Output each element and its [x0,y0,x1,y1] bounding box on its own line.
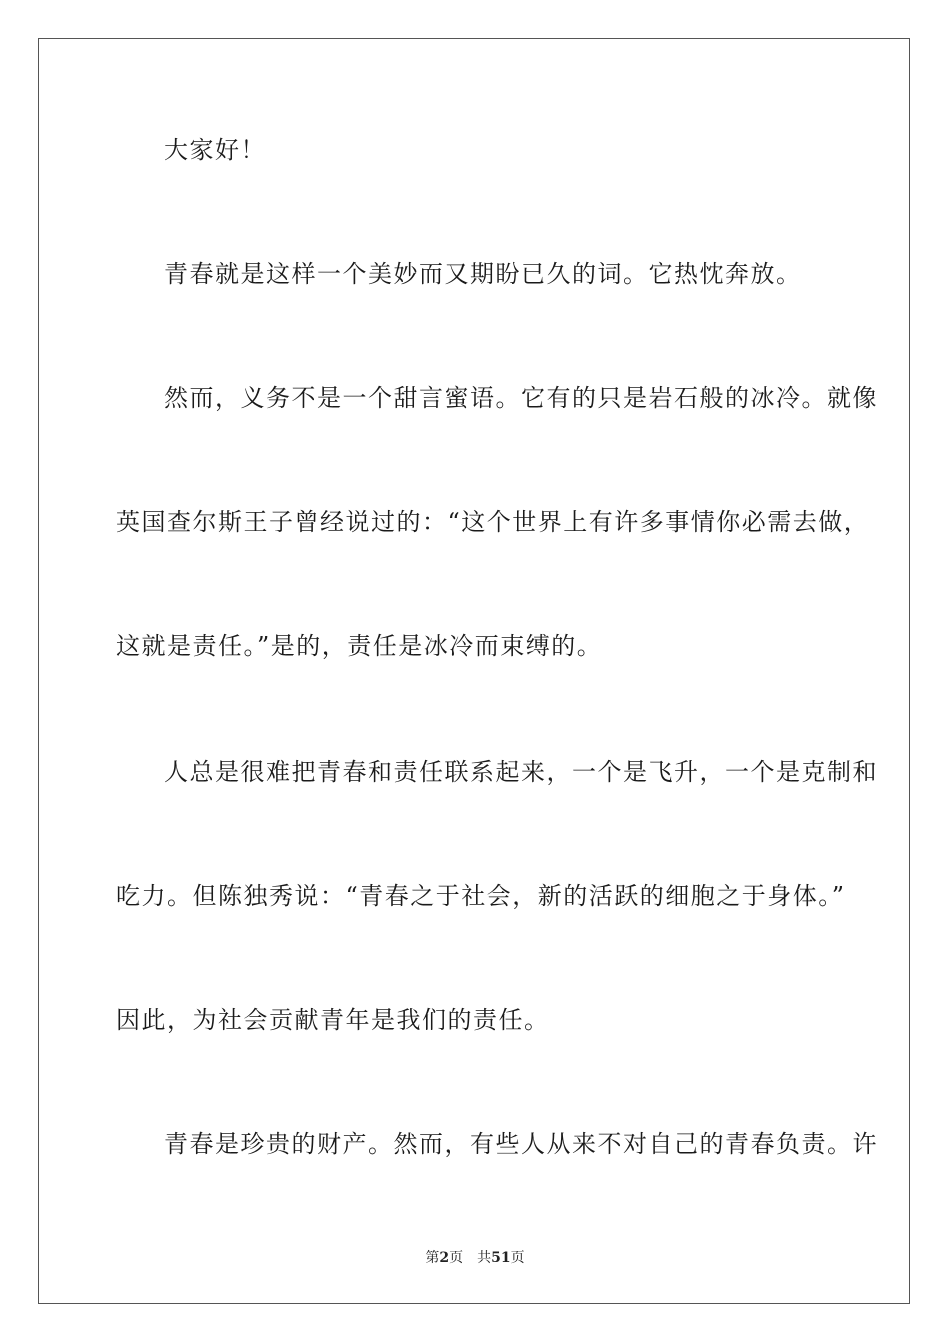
page-footer [0,1248,950,1268]
paragraph-line: 青春是珍贵的财产。然而，有些人从来不对自己的青春负责。许 [164,1130,878,1158]
paragraph-line: 人总是很难把青春和责任联系起来，一个是飞升，一个是克制和 [164,758,878,786]
paragraph-line: 英国查尔斯王子曾经说过的：“这个世界上有许多事情你必需去做， [116,508,870,536]
paragraph-line: 然而，义务不是一个甜言蜜语。它有的只是岩石般的冰冷。就像 [164,384,878,412]
page-prefix: 第 [425,1250,440,1266]
paragraph-line: 因此，为社会贡献青年是我们的责任。 [116,1006,550,1034]
paragraph-line: 吃力。但陈独秀说：“青春之于社会，新的活跃的细胞之于身体。” [116,882,846,910]
total-suffix: 页 [510,1250,525,1266]
paragraph-line: 青春就是这样一个美妙而又期盼已久的词。它热忱奔放。 [164,260,802,288]
total-pages: 51 [491,1250,511,1266]
page-number: 2 [439,1250,450,1266]
paragraph-greeting: 大家好！ [164,136,266,164]
paragraph-line: 这就是责任。”是的，责任是冰冷而束缚的。 [116,632,603,660]
total-prefix: 共 [477,1250,492,1266]
page-border [38,38,910,1304]
page-suffix: 页 [449,1250,464,1266]
